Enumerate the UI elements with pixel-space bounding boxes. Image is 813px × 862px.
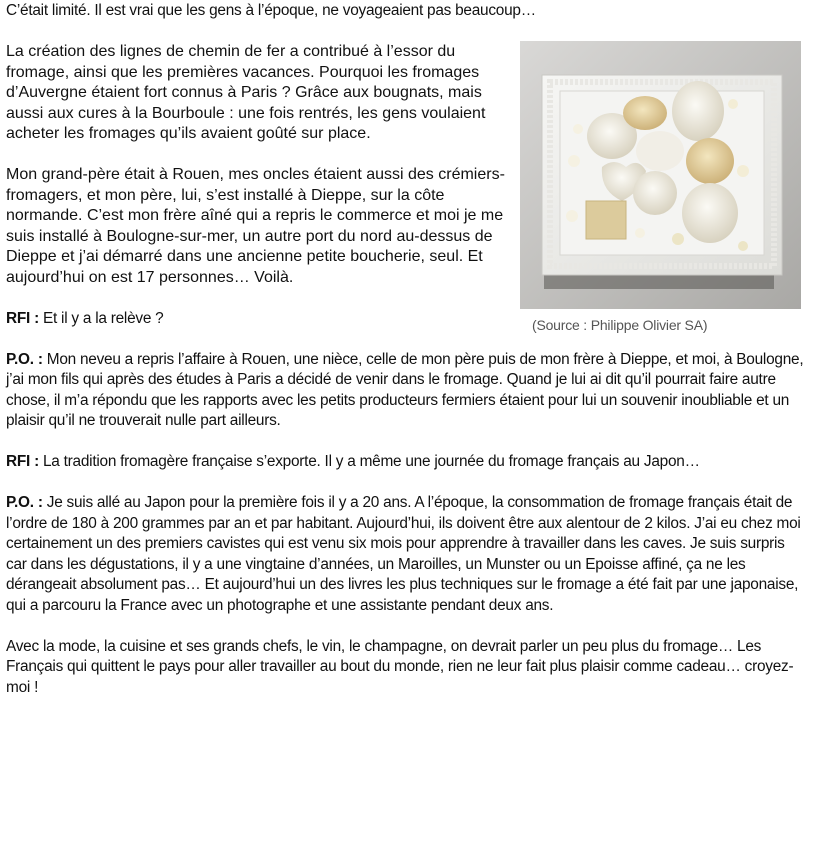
- petal: [737, 165, 749, 177]
- dialogue-rfi-2: [6, 452, 806, 473]
- cheese-round-large: [672, 81, 724, 141]
- dialogue-po-2: [6, 493, 806, 616]
- petal: [573, 124, 583, 134]
- petal: [728, 99, 738, 109]
- dialogue-text: La tradition fromagère française s’exporte. Il y a même une journée du fromage français au Japon…: [38, 453, 700, 470]
- dialogue-po-1: [6, 350, 806, 432]
- cheese-platter-photo: [520, 41, 801, 309]
- petal: [566, 210, 578, 222]
- petal: [738, 241, 748, 251]
- cheese-round-yellow: [623, 96, 667, 130]
- cheese-figure: [520, 41, 801, 334]
- dialogue-text: Et il y a la relève ?: [38, 309, 164, 327]
- dialogue-text: Je suis allé au Japon pour la première fois il y a 20 ans. A l’époque, la consommation de fromage français était de l’ordre de 180 à 200 grammes par an et par habitant. Aujourd’hui, ils doivent être aux alentour de 2 kilos. J’ai eu chez moi certainement un des premiers cavistes qui est venu six mois pour apprendre à travailler dans les caves. Je suis surpris car dans les dégustations, il y a une vingtaine d’années, un Maroilles, un Munster ou un Epoisse affiné, ça ne les dérangeait absolument pas… Et aujourd’hui un des livres les plus techniques sur le fromage a été fait par une japonaise, qui a parcouru la France avec un photographe et une assistante pendant deux ans.: [6, 494, 801, 614]
- cheese-fresh: [636, 131, 684, 171]
- cheese-camembert: [633, 171, 677, 215]
- cheese-brie: [682, 183, 738, 243]
- family-paragraph: Mon grand-père était à Rouen, mes oncles étaient aussi des crémiers-fromagers, et mon père, lui, s’est installé à Dieppe, sur la côte normande. C’est mon frère aîné qui a repris le commerce et moi je me suis installé à Boulogne-sur-mer, un autre port du nord au-dessus de Dieppe et j’ai démarré dans une ancienne petite boucherie, seul. Et aujourd’hui on est 17 personnes… Voilà.: [6, 166, 505, 286]
- speaker-label: P.O. :: [6, 350, 43, 368]
- cheese-square: [586, 201, 626, 239]
- speaker-label: P.O. :: [6, 494, 43, 511]
- intro-paragraph: C’était limité. Il est vrai que les gens à l’époque, ne voyageaient pas beaucoup…: [6, 2, 536, 19]
- petal: [672, 233, 684, 245]
- speaker-label: RFI :: [6, 453, 39, 470]
- closing-paragraph: Avec la mode, la cuisine et ses grands chefs, le vin, le champagne, on devrait parler un peu plus du fromage… Les Français qui quittent le pays pour aller travailler au bout du monde, rien ne leur fait plus plaisir comme cadeau… croyez-moi !: [6, 637, 794, 696]
- petal: [568, 155, 580, 167]
- railways-paragraph: La création des lignes de chemin de fer a contribué à l’essor du fromage, ainsi que les premières vacances. Pourquoi les fromages d’Auvergne étaient fort connus à Paris ? Grâce aux bougnats, mais aussi aux cures à la Bourboule : une fois rentrés, les gens voulaient acheter les fromages qu’ils avaient goûté sur place.: [6, 43, 486, 142]
- dialogue-text: Mon neveu a repris l’affaire à Rouen, une nièce, celle de mon père puis de mon frère à Dieppe, et moi, à Boulogne, j’ai mon fils qui après des études à Paris a décidé de venir dans le fromage. Quand je lui ai dit qu’il pourrait faire autre chose, il m’a répondu que les rapports avec les petits producteurs fermiers étaient pour lui un souvenir inoubliable et un plaisir qu’il ne trouverait nulle part ailleurs.: [6, 350, 804, 429]
- cheese-crottin: [686, 138, 734, 184]
- petal: [635, 228, 645, 238]
- photo-caption: (Source : Philippe Olivier SA): [532, 317, 708, 333]
- speaker-label: RFI :: [6, 309, 39, 327]
